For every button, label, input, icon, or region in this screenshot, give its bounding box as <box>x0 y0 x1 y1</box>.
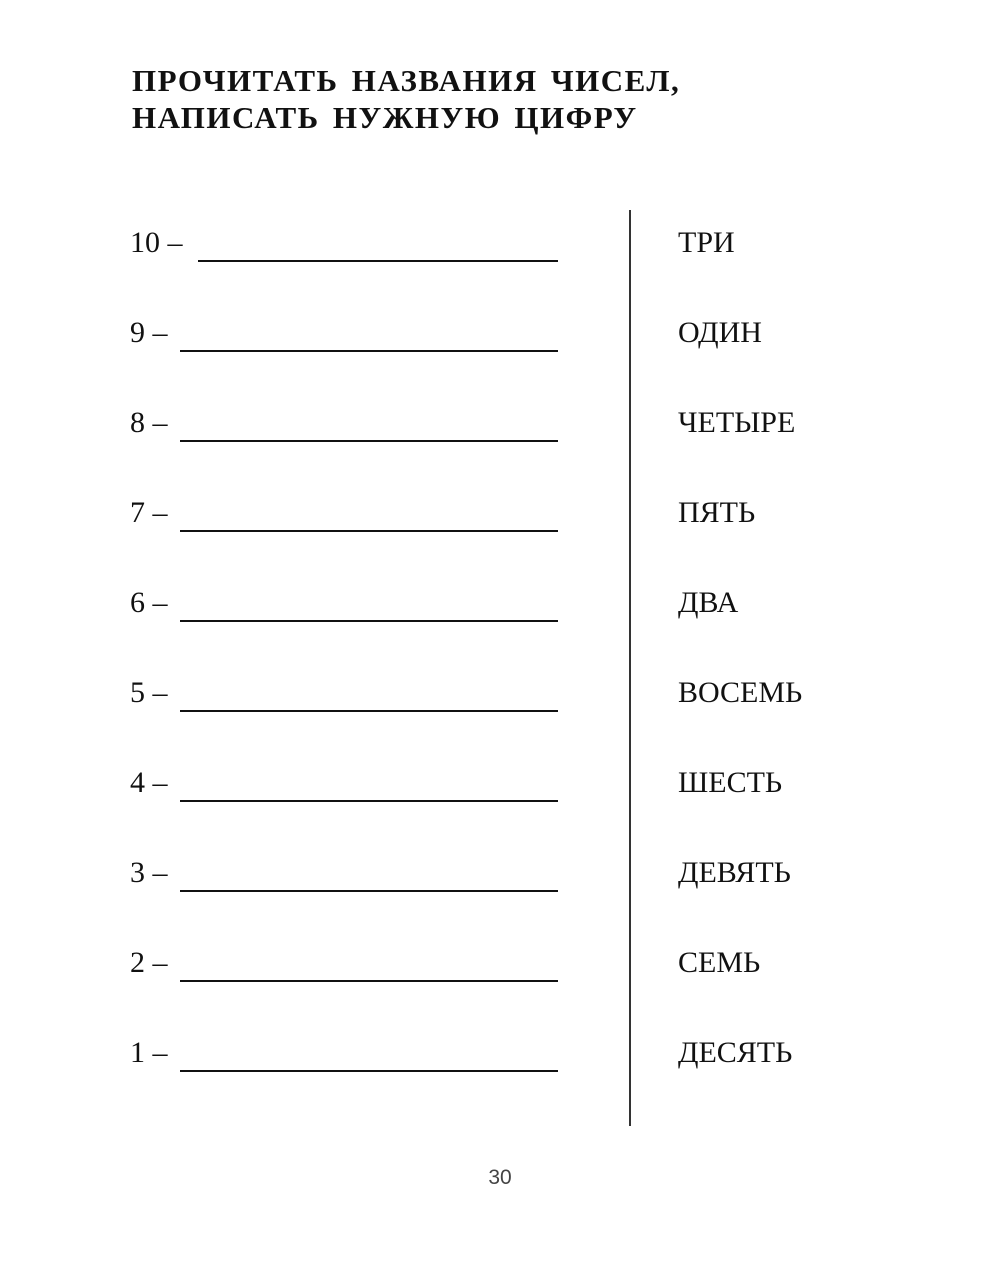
answer-line[interactable] <box>180 800 558 802</box>
number-label: 1 – <box>130 1036 168 1069</box>
number-label: 8 – <box>130 406 168 439</box>
number-row-4 <box>130 762 560 802</box>
number-word: ШЕСТЬ <box>678 766 783 799</box>
number-label: 3 – <box>130 856 168 889</box>
title-line-1: ПРОЧИТАТЬ НАЗВАНИЯ ЧИСЕЛ, <box>132 63 681 98</box>
number-word: СЕМЬ <box>678 946 761 979</box>
number-row-5 <box>130 672 560 712</box>
number-label: 7 – <box>130 496 168 529</box>
number-word: ДВА <box>678 586 739 619</box>
number-row-8 <box>130 402 560 442</box>
title-line-2: НАПИСАТЬ НУЖНУЮ ЦИФРУ <box>132 100 638 135</box>
answer-line[interactable] <box>198 260 558 262</box>
number-row-10 <box>130 222 560 262</box>
number-word: ТРИ <box>678 226 735 259</box>
number-label: 6 – <box>130 586 168 619</box>
answer-line[interactable] <box>180 440 558 442</box>
answer-line[interactable] <box>180 620 558 622</box>
number-row-2 <box>130 942 560 982</box>
number-word: ВОСЕМЬ <box>678 676 803 709</box>
number-row-7 <box>130 492 560 532</box>
number-row-9 <box>130 312 560 352</box>
number-word: ДЕВЯТЬ <box>678 856 791 889</box>
number-row-6 <box>130 582 560 622</box>
number-word: ПЯТЬ <box>678 496 756 529</box>
number-label: 4 – <box>130 766 168 799</box>
number-label: 10 – <box>130 226 183 259</box>
number-row-1 <box>130 1032 560 1072</box>
answer-line[interactable] <box>180 350 558 352</box>
number-label: 5 – <box>130 676 168 709</box>
answer-line[interactable] <box>180 1070 558 1072</box>
page-title <box>132 62 680 136</box>
page-number: 30 <box>488 1166 512 1189</box>
answer-line[interactable] <box>180 890 558 892</box>
number-row-3 <box>130 852 560 892</box>
number-word: ЧЕТЫРЕ <box>678 406 796 439</box>
number-word: ДЕСЯТЬ <box>678 1036 793 1069</box>
answer-line[interactable] <box>180 980 558 982</box>
number-word: ОДИН <box>678 316 762 349</box>
answer-line[interactable] <box>180 710 558 712</box>
answer-line[interactable] <box>180 530 558 532</box>
number-label: 9 – <box>130 316 168 349</box>
column-divider <box>629 210 631 1126</box>
number-label: 2 – <box>130 946 168 979</box>
